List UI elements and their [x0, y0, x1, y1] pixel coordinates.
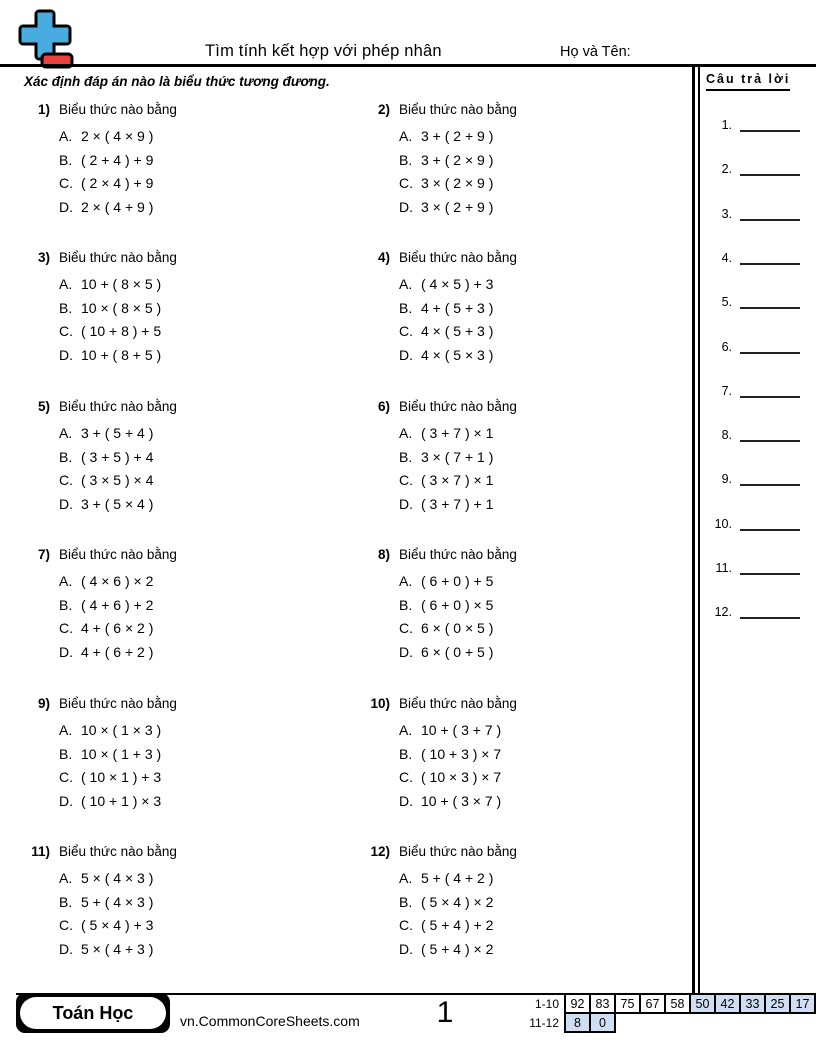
answer-option: [59, 320, 177, 344]
option-expression: 10 + ( 3 × 7 ): [421, 792, 502, 809]
answer-option: [59, 469, 177, 493]
answer-option: [399, 469, 517, 493]
commoncoresheets-logo-icon: [18, 8, 74, 70]
answer-blank-line: [740, 249, 800, 265]
answer-item-number: 5.: [721, 294, 732, 309]
answers-panel: [700, 66, 816, 993]
plus-icon: [20, 11, 70, 59]
score-table: [523, 993, 816, 1033]
option-label: A.: [399, 276, 413, 292]
option-expression: ( 10 + 8 ) + 5: [81, 323, 162, 339]
answer-option: [59, 446, 177, 470]
option-label: D.: [399, 495, 413, 512]
option-label: D.: [59, 495, 73, 512]
question-body: [59, 100, 177, 219]
score-cell: 42: [715, 994, 740, 1013]
option-expression: 4 × ( 5 + 3 ): [421, 323, 494, 339]
option-label: C.: [59, 769, 73, 785]
answer-option: [399, 914, 517, 938]
question-body: [59, 545, 177, 664]
option-expression: 10 × ( 1 + 3 ): [81, 745, 162, 762]
question-body: [59, 842, 177, 961]
question-body: [59, 397, 177, 516]
answer-blank-line: [740, 205, 800, 221]
option-expression: ( 5 × 4 ) + 3: [81, 917, 154, 933]
question-body: [59, 694, 177, 813]
answer-option: [399, 743, 517, 767]
score-row-label: 11-12: [529, 1015, 559, 1030]
answer-item-number: 1.: [721, 117, 732, 132]
option-label: B.: [399, 299, 413, 316]
question-prompt: Biểu thức nào bằng: [59, 399, 177, 414]
answer-blank-line: [740, 382, 800, 398]
answer-item-number: 9.: [721, 471, 732, 486]
option-label: B.: [399, 448, 413, 465]
answer-option: [59, 914, 177, 938]
option-label: B.: [399, 151, 413, 168]
answer-option: [59, 743, 177, 767]
answer-option: [399, 297, 517, 321]
option-label: A.: [399, 870, 413, 886]
option-expression: 4 + ( 5 + 3 ): [421, 299, 494, 316]
question-options: [399, 125, 517, 219]
answer-option: [399, 790, 517, 814]
score-table-row: [523, 994, 815, 1013]
subject-badge-label: Toán Học: [20, 997, 166, 1029]
answer-item-number: 4.: [721, 250, 732, 265]
option-label: C.: [399, 769, 413, 785]
answer-blank-item: [706, 114, 802, 132]
answer-item-number: 12.: [714, 604, 732, 619]
question-body: [399, 100, 517, 219]
score-cell: 8: [565, 1013, 590, 1032]
option-label: D.: [399, 346, 413, 363]
question-options: [59, 867, 177, 961]
question-options: [59, 422, 177, 516]
answer-item-number: 7.: [721, 383, 732, 398]
question-body: [399, 694, 517, 813]
option-label: A.: [59, 425, 73, 441]
question-prompt: Biểu thức nào bằng: [59, 696, 177, 711]
answer-option: [399, 493, 517, 517]
answer-blank-item: [706, 247, 802, 265]
answer-option: [59, 297, 177, 321]
option-expression: ( 3 + 7 ) + 1: [421, 495, 494, 512]
option-expression: ( 10 + 3 ) × 7: [421, 745, 502, 762]
answer-blank-line: [740, 116, 800, 132]
option-expression: ( 10 × 3 ) × 7: [421, 769, 502, 785]
question-body: [59, 248, 177, 367]
option-expression: ( 5 + 4 ) + 2: [421, 917, 494, 933]
question-block: [22, 397, 332, 516]
option-label: D.: [399, 792, 413, 809]
option-expression: ( 6 + 0 ) × 5: [421, 596, 494, 613]
answer-blank-item: [706, 424, 802, 442]
question-options: [59, 570, 177, 664]
answer-option: [399, 594, 517, 618]
option-label: C.: [399, 323, 413, 339]
question-options: [59, 125, 177, 219]
option-label: B.: [59, 448, 73, 465]
option-expression: ( 10 + 1 ) × 3: [81, 792, 162, 809]
option-expression: 5 × ( 4 + 3 ): [81, 940, 154, 957]
question-number: 8): [377, 547, 390, 562]
option-label: A.: [399, 722, 413, 738]
question-block: [22, 248, 332, 367]
question-body: [399, 248, 517, 367]
answer-option: [399, 172, 517, 196]
answer-option: [399, 149, 517, 173]
option-expression: ( 4 × 6 ) × 2: [81, 573, 154, 589]
answer-option: [59, 125, 177, 149]
answer-blank-item: [706, 291, 802, 309]
answer-option: [59, 719, 177, 743]
option-expression: 10 × ( 1 × 3 ): [81, 722, 162, 738]
question-options: [399, 719, 517, 813]
subject-badge: [16, 993, 170, 1033]
score-cell: 75: [615, 994, 640, 1013]
option-label: B.: [399, 596, 413, 613]
page-title: Tìm tính kết hợp với phép nhân: [205, 42, 442, 60]
option-label: A.: [399, 128, 413, 144]
option-label: A.: [399, 573, 413, 589]
option-expression: 6 × ( 0 × 5 ): [421, 620, 494, 636]
question-number: 10): [370, 696, 390, 711]
question-prompt: Biểu thức nào bằng: [399, 547, 517, 562]
answer-blank-line: [740, 426, 800, 442]
answer-option: [59, 570, 177, 594]
score-table-row: [523, 1013, 815, 1032]
option-expression: 3 × ( 7 + 1 ): [421, 448, 494, 465]
answer-option: [399, 344, 517, 368]
option-expression: ( 5 + 4 ) × 2: [421, 940, 494, 957]
answer-blank-item: [706, 380, 802, 398]
option-expression: 5 × ( 4 × 3 ): [81, 870, 154, 886]
question-options: [399, 273, 517, 367]
answer-blank-item: [706, 513, 802, 531]
option-label: C.: [59, 620, 73, 636]
option-label: B.: [59, 299, 73, 316]
question-block: [22, 694, 332, 813]
option-label: C.: [59, 472, 73, 488]
answer-option: [59, 617, 177, 641]
option-label: A.: [59, 276, 73, 292]
page-number: 1: [436, 996, 454, 1029]
option-label: D.: [59, 346, 73, 363]
question-prompt: Biểu thức nào bằng: [399, 102, 517, 117]
answer-blank-line: [740, 603, 800, 619]
option-expression: 4 + ( 6 × 2 ): [81, 620, 154, 636]
answer-blank-item: [706, 203, 802, 221]
answer-option: [59, 273, 177, 297]
question-number: 2): [377, 102, 390, 117]
option-label: B.: [59, 151, 73, 168]
score-cell: 58: [665, 994, 690, 1013]
question-prompt: Biểu thức nào bằng: [59, 250, 177, 265]
option-label: C.: [59, 175, 73, 191]
answer-option: [59, 196, 177, 220]
answer-option: [399, 766, 517, 790]
option-expression: ( 5 × 4 ) × 2: [421, 893, 494, 910]
answer-option: [399, 938, 517, 962]
question-block: [22, 100, 332, 219]
option-label: C.: [59, 917, 73, 933]
option-expression: 10 + ( 8 × 5 ): [81, 276, 162, 292]
answer-option: [59, 891, 177, 915]
answer-option: [399, 570, 517, 594]
question-prompt: Biểu thức nào bằng: [59, 547, 177, 562]
answer-blank-line: [740, 470, 800, 486]
option-label: D.: [59, 643, 73, 660]
option-label: C.: [59, 323, 73, 339]
question-number: 9): [37, 696, 50, 711]
option-label: D.: [399, 198, 413, 215]
score-cell: 67: [640, 994, 665, 1013]
option-label: D.: [59, 792, 73, 809]
answer-item-number: 3.: [721, 206, 732, 221]
option-label: D.: [399, 940, 413, 957]
option-expression: 3 × ( 2 × 9 ): [421, 175, 494, 191]
answer-blank-item: [706, 158, 802, 176]
answer-blank-item: [706, 468, 802, 486]
answer-option: [399, 422, 517, 446]
answer-option: [59, 867, 177, 891]
question-options: [399, 422, 517, 516]
option-label: A.: [59, 870, 73, 886]
question-options: [399, 867, 517, 961]
option-label: B.: [399, 745, 413, 762]
name-label: Họ và Tên:: [560, 44, 631, 60]
question-prompt: Biểu thức nào bằng: [399, 250, 517, 265]
answer-option: [399, 891, 517, 915]
answer-option: [59, 493, 177, 517]
answer-option: [59, 344, 177, 368]
option-label: A.: [59, 128, 73, 144]
answer-option: [59, 594, 177, 618]
answer-option: [59, 938, 177, 962]
answer-item-number: 10.: [714, 516, 732, 531]
question-body: [399, 842, 517, 961]
option-label: D.: [59, 940, 73, 957]
option-label: B.: [399, 893, 413, 910]
question-block: [362, 545, 672, 664]
question-block: [22, 545, 332, 664]
option-expression: 10 + ( 3 + 7 ): [421, 722, 502, 738]
question-number: 5): [37, 399, 50, 414]
option-expression: 6 × ( 0 + 5 ): [421, 643, 494, 660]
option-expression: ( 3 × 7 ) × 1: [421, 472, 494, 488]
question-body: [399, 545, 517, 664]
question-number: 7): [37, 547, 50, 562]
score-cell: 50: [690, 994, 715, 1013]
answers-panel-divider: [692, 66, 700, 993]
answer-blank-item: [706, 336, 802, 354]
question-number: 6): [377, 399, 390, 414]
question-options: [59, 719, 177, 813]
option-expression: 4 + ( 6 + 2 ): [81, 643, 154, 660]
option-expression: ( 10 × 1 ) + 3: [81, 769, 162, 785]
question-prompt: Biểu thức nào bằng: [59, 102, 177, 117]
option-expression: 4 × ( 5 × 3 ): [421, 346, 494, 363]
option-label: A.: [59, 573, 73, 589]
answer-blank-line: [740, 515, 800, 531]
question-prompt: Biểu thức nào bằng: [399, 696, 517, 711]
option-expression: ( 4 + 6 ) + 2: [81, 596, 154, 613]
question-prompt: Biểu thức nào bằng: [399, 399, 517, 414]
answer-option: [59, 790, 177, 814]
answer-item-number: 11.: [715, 560, 732, 575]
option-label: D.: [399, 643, 413, 660]
option-label: A.: [59, 722, 73, 738]
score-cell: 0: [590, 1013, 615, 1032]
answer-option: [399, 867, 517, 891]
answer-option: [399, 641, 517, 665]
option-label: D.: [59, 198, 73, 215]
option-label: B.: [59, 745, 73, 762]
option-expression: 2 × ( 4 + 9 ): [81, 198, 154, 215]
question-options: [59, 273, 177, 367]
answers-panel-title: Câu trả lời: [706, 72, 790, 91]
answer-option: [59, 422, 177, 446]
answer-item-number: 2.: [721, 161, 732, 176]
question-block: [362, 248, 672, 367]
score-cell: 33: [740, 994, 765, 1013]
question-number: 11): [31, 844, 50, 859]
option-expression: ( 3 + 5 ) + 4: [81, 448, 154, 465]
answer-option: [59, 641, 177, 665]
option-expression: 3 + ( 5 + 4 ): [81, 425, 154, 441]
answer-item-number: 6.: [721, 339, 732, 354]
option-expression: ( 6 + 0 ) + 5: [421, 573, 494, 589]
answer-option: [399, 125, 517, 149]
option-expression: ( 2 × 4 ) + 9: [81, 175, 154, 191]
answer-option: [399, 320, 517, 344]
answer-option: [399, 617, 517, 641]
option-expression: 5 + ( 4 × 3 ): [81, 893, 154, 910]
option-expression: 3 + ( 5 × 4 ): [81, 495, 154, 512]
question-number: 3): [37, 250, 50, 265]
answer-option: [399, 273, 517, 297]
question-block: [362, 694, 672, 813]
option-expression: ( 4 × 5 ) + 3: [421, 276, 494, 292]
answer-option: [399, 719, 517, 743]
option-label: C.: [399, 472, 413, 488]
option-label: B.: [59, 596, 73, 613]
option-label: B.: [59, 893, 73, 910]
option-label: A.: [399, 425, 413, 441]
option-expression: 3 + ( 2 × 9 ): [421, 151, 494, 168]
question-block: [22, 842, 332, 961]
score-cell: 92: [565, 994, 590, 1013]
answer-blank-line: [740, 160, 800, 176]
question-block: [362, 100, 672, 219]
option-expression: ( 2 + 4 ) + 9: [81, 151, 154, 168]
option-label: C.: [399, 620, 413, 636]
option-expression: 3 × ( 2 + 9 ): [421, 198, 494, 215]
answer-option: [399, 196, 517, 220]
question-number: 12): [370, 844, 390, 859]
answer-blank-item: [706, 601, 802, 619]
answer-option: [399, 446, 517, 470]
option-label: C.: [399, 175, 413, 191]
option-expression: 10 + ( 8 + 5 ): [81, 346, 162, 363]
instruction-text: Xác định đáp án nào là biểu thức tương đương.: [24, 74, 330, 89]
option-expression: 5 + ( 4 + 2 ): [421, 870, 494, 886]
option-expression: 3 + ( 2 + 9 ): [421, 128, 494, 144]
option-expression: ( 3 + 7 ) × 1: [421, 425, 494, 441]
option-expression: 2 × ( 4 × 9 ): [81, 128, 154, 144]
score-cell: 25: [765, 994, 790, 1013]
answer-blank-line: [740, 338, 800, 354]
answer-option: [59, 172, 177, 196]
score-cell: 17: [790, 994, 815, 1013]
question-number: 4): [377, 250, 390, 265]
option-expression: ( 3 × 5 ) × 4: [81, 472, 154, 488]
answer-item-number: 8.: [721, 427, 732, 442]
score-cell: 83: [590, 994, 615, 1013]
answer-blank-item: [706, 557, 802, 575]
question-options: [399, 570, 517, 664]
answer-blank-line: [740, 293, 800, 309]
option-expression: 10 × ( 8 × 5 ): [81, 299, 162, 316]
question-block: [362, 842, 672, 961]
question-prompt: Biểu thức nào bằng: [59, 844, 177, 859]
question-block: [362, 397, 672, 516]
answer-blank-line: [740, 559, 800, 575]
website-link: vn.CommonCoreSheets.com: [180, 1013, 360, 1029]
option-label: C.: [399, 917, 413, 933]
question-prompt: Biểu thức nào bằng: [399, 844, 517, 859]
question-number: 1): [37, 102, 50, 117]
answer-option: [59, 149, 177, 173]
score-row-label: 1-10: [534, 996, 559, 1011]
answer-option: [59, 766, 177, 790]
question-body: [399, 397, 517, 516]
